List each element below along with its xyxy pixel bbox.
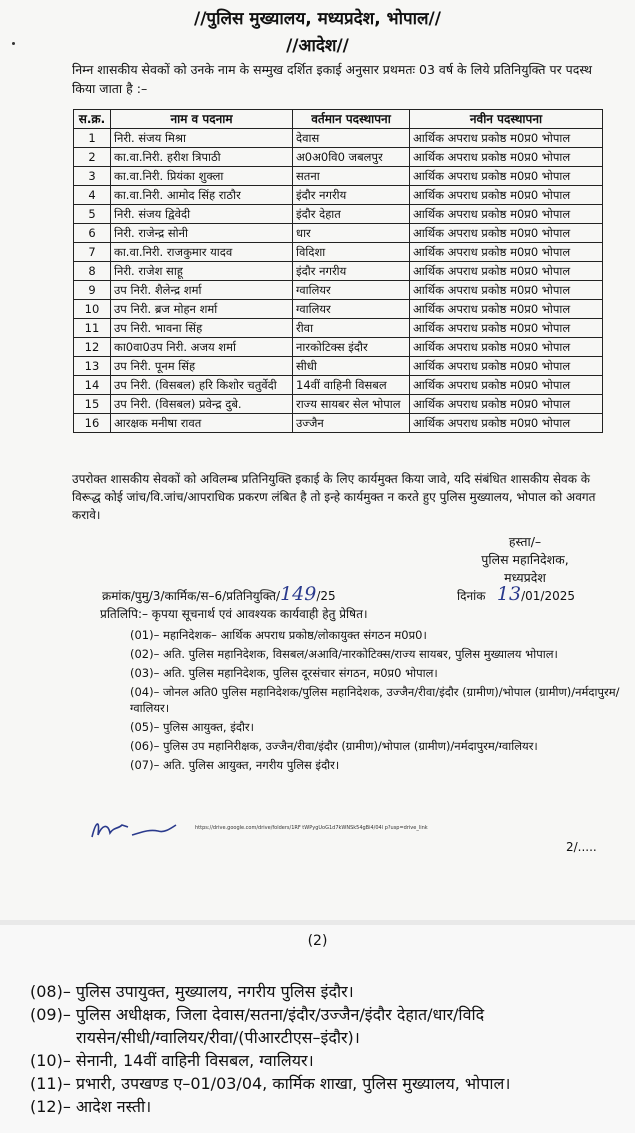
cell-name: उप निरी. (विसबल) प्रवेन्द्र दुबे. xyxy=(111,395,293,414)
release-instruction: उपरोक्त शासकीय सेवकों को अविलम्ब प्रतिनियुक्ति इकाई के लिए कार्यमुक्त किया जावे, यदि संबंधित शासकीय सेवक के विरूद्ध कोई जांच/वि.जांच/आपराधिक प्रकरण लंबित है तो इन्हे कार्यमुक्त न करते हुए पुलिस मुख्यालय, भोपाल को अवगत करावे। xyxy=(72,472,596,522)
cell-current-posting: विदिशा xyxy=(293,243,410,262)
cell-name: का.वा.निरी. हरीश त्रिपाठी xyxy=(111,148,293,167)
table-row xyxy=(74,205,603,224)
table-row xyxy=(74,395,603,414)
order-year: /25 xyxy=(316,589,336,603)
copy-list xyxy=(130,627,620,776)
cell-new-posting: आर्थिक अपराध प्रकोष्ठ म0प्र0 भोपाल xyxy=(410,319,603,338)
intro-paragraph: निम्न शासकीय सेवकों को उनके नाम के सम्मुख दर्शित इकाई अनुसार प्रथमतः 03 वर्ष के लिये प्रतिनियुक्ति पर पदस्थ किया जाता है :– xyxy=(72,62,593,96)
cell-current-posting: सीधी xyxy=(293,357,410,376)
order-date xyxy=(457,583,575,605)
cell-serial: 7 xyxy=(74,243,111,262)
cell-serial: 3 xyxy=(74,167,111,186)
cell-name: का.वा.निरी. आमोद सिंह राठौर xyxy=(111,186,293,205)
cell-current-posting: ग्वालियर xyxy=(293,300,410,319)
cell-serial: 1 xyxy=(74,129,111,148)
cell-serial: 4 xyxy=(74,186,111,205)
table-row xyxy=(74,224,603,243)
document-page-2 xyxy=(0,925,635,1133)
cell-current-posting: अ0अ0वि0 जबलपुर xyxy=(293,148,410,167)
initials-signature-icon xyxy=(88,815,188,845)
copy-item: (01)– महानिदेशक– आर्थिक अपराध प्रकोष्ठ/लोकायुक्त संगठन म0प्र0। xyxy=(130,628,427,642)
table-row xyxy=(74,357,603,376)
cell-new-posting: आर्थिक अपराध प्रकोष्ठ म0प्र0 भोपाल xyxy=(410,167,603,186)
cell-serial: 9 xyxy=(74,281,111,300)
table-row xyxy=(74,129,603,148)
copy-item: (03)– अति. पुलिस महानिदेशक, पुलिस दूरसंचार संगठन, म0प्र0 भोपाल। xyxy=(130,666,438,680)
cell-current-posting: इंदौर नगरीय xyxy=(293,262,410,281)
signature-block xyxy=(430,533,620,587)
date-handwritten-day: 13 xyxy=(496,583,522,605)
cell-name: का.वा.निरी. प्रियंका शुक्ला xyxy=(111,167,293,186)
page-2-copy-list xyxy=(30,980,635,1118)
cell-name: उप निरी. शैलेन्द्र शर्मा xyxy=(111,281,293,300)
table-row xyxy=(74,376,603,395)
table-row xyxy=(74,148,603,167)
cell-serial: 2 xyxy=(74,148,111,167)
date-label: दिनांक xyxy=(457,589,486,603)
cell-name: का0वा0उप निरी. अजय शर्मा xyxy=(111,338,293,357)
table-row xyxy=(74,243,603,262)
page-2-copy-item: (09)– पुलिस अधीक्षक, जिला देवास/सतना/इंदौर/उज्जैन/इंदौर देहात/धार/विदि xyxy=(30,1005,485,1024)
col-header-current: वर्तमान पदस्थापना xyxy=(293,110,410,129)
cell-serial: 11 xyxy=(74,319,111,338)
table-row xyxy=(74,167,603,186)
cell-current-posting: इंदौर नगरीय xyxy=(293,186,410,205)
signature-sd: हस्ता/– xyxy=(508,534,542,549)
table-header-row xyxy=(74,110,603,129)
footer-url: https://drive.google.com/drive/folders/1RF tWPygUoG1d7kWNSk54gBi4/04l p?usp=drive_link xyxy=(195,825,428,831)
cell-serial: 5 xyxy=(74,205,111,224)
cell-current-posting: धार xyxy=(293,224,410,243)
cell-new-posting: आर्थिक अपराध प्रकोष्ठ म0प्र0 भोपाल xyxy=(410,395,603,414)
order-title: //आदेश// xyxy=(286,36,349,56)
table-row xyxy=(74,338,603,357)
table-row xyxy=(74,319,603,338)
cell-new-posting: आर्थिक अपराध प्रकोष्ठ म0प्र0 भोपाल xyxy=(410,129,603,148)
cell-current-posting: 14वीं वाहिनी विसबल xyxy=(293,376,410,395)
col-header-name: नाम व पदनाम xyxy=(111,110,293,129)
cell-serial: 15 xyxy=(74,395,111,414)
cell-serial: 12 xyxy=(74,338,111,357)
date-rest: /01/2025 xyxy=(521,589,576,603)
cell-name: उप निरी. ब्रज मोहन शर्मा xyxy=(111,300,293,319)
cell-serial: 16 xyxy=(74,414,111,433)
table-row xyxy=(74,262,603,281)
col-header-serial: स.क्र. xyxy=(74,110,111,129)
page-2-copy-item: (11)– प्रभारी, उपखण्ड ए–01/03/04, कार्मिक शाखा, पुलिस मुख्यालय, भोपाल। xyxy=(30,1074,511,1093)
cell-name: उप निरी. पूनम सिंह xyxy=(111,357,293,376)
cell-name: का.वा.निरी. राजकुमार यादव xyxy=(111,243,293,262)
cell-current-posting: सतना xyxy=(293,167,410,186)
cell-serial: 10 xyxy=(74,300,111,319)
cell-new-posting: आर्थिक अपराध प्रकोष्ठ म0प्र0 भोपाल xyxy=(410,186,603,205)
copy-item: (06)– पुलिस उप महानिरीक्षक, उज्जैन/रीवा/इंदौर (ग्रामीण)/भोपाल (ग्रामीण)/नर्मदापुरम/ग्वालियर। xyxy=(130,739,538,753)
copy-item: (05)– पुलिस आयुक्त, इंदौर। xyxy=(130,720,254,734)
table-row xyxy=(74,414,603,433)
cell-name: उप निरी. (विसबल) हरि किशोर चतुर्वेदी xyxy=(111,376,293,395)
page-continuation-marker: 2/..... xyxy=(566,840,597,854)
copy-item: (04)– जोनल अति0 पुलिस महानिदेशक/पुलिस महानिदेशक, उज्जैन/रीवा/इंदौर (ग्रामीण)/भोपाल (ग्रामीण)/नर्मदापुरम/ग्वालियर। xyxy=(130,685,620,715)
copy-to-heading: प्रतिलिपि:– कृपया सूचनार्थ एवं आवश्यक कार्यवाही हेतु प्रेषित। xyxy=(100,607,368,621)
cell-serial: 14 xyxy=(74,376,111,395)
cell-name: उप निरी. भावना सिंह xyxy=(111,319,293,338)
cell-new-posting: आर्थिक अपराध प्रकोष्ठ म0प्र0 भोपाल xyxy=(410,281,603,300)
cell-new-posting: आर्थिक अपराध प्रकोष्ठ म0प्र0 भोपाल xyxy=(410,376,603,395)
cell-current-posting: देवास xyxy=(293,129,410,148)
table-body xyxy=(74,129,603,433)
cell-current-posting: उज्जैन xyxy=(293,414,410,433)
table-row xyxy=(74,281,603,300)
cell-new-posting: आर्थिक अपराध प्रकोष्ठ म0प्र0 भोपाल xyxy=(410,357,603,376)
signature-state: मध्यप्रदेश xyxy=(504,570,546,585)
order-prefix: क्रमांक/पुमु/3/कार्मिक/स–6/प्रतिनियुक्ति/ xyxy=(102,589,281,603)
cell-name: निरी. संजय द्विवेदी xyxy=(111,205,293,224)
office-header: //पुलिस मुख्यालय, मध्यप्रदेश, भोपाल// xyxy=(194,9,441,29)
posting-table xyxy=(73,109,603,433)
cell-new-posting: आर्थिक अपराध प्रकोष्ठ म0प्र0 भोपाल xyxy=(410,205,603,224)
cell-name: निरी. संजय मिश्रा xyxy=(111,129,293,148)
cell-serial: 8 xyxy=(74,262,111,281)
cell-current-posting: रीवा xyxy=(293,319,410,338)
cell-current-posting: राज्य सायबर सेल भोपाल xyxy=(293,395,410,414)
cell-serial: 13 xyxy=(74,357,111,376)
col-header-new: नवीन पदस्थापना xyxy=(410,110,603,129)
table-row xyxy=(74,300,603,319)
cell-new-posting: आर्थिक अपराध प्रकोष्ठ म0प्र0 भोपाल xyxy=(410,224,603,243)
cell-new-posting: आर्थिक अपराध प्रकोष्ठ म0प्र0 भोपाल xyxy=(410,414,603,433)
cell-new-posting: आर्थिक अपराध प्रकोष्ठ म0प्र0 भोपाल xyxy=(410,243,603,262)
copy-item: (02)– अति. पुलिस महानिदेशक, विसबल/अआवि/नारकोटिक्स/राज्य सायबर, पुलिस मुख्यालय भोपाल। xyxy=(130,647,558,661)
cell-new-posting: आर्थिक अपराध प्रकोष्ठ म0प्र0 भोपाल xyxy=(410,148,603,167)
page-2-copy-item: (08)– पुलिस उपायुक्त, मुख्यालय, नगरीय पुलिस इंदौर। xyxy=(30,982,354,1001)
page-2-copy-item: रायसेन/सीधी/ग्वालियर/रीवा/(पीआरटीएस–इंदौर)। xyxy=(76,1028,360,1047)
copy-item: (07)– अति. पुलिस आयुक्त, नगरीय पुलिस इंदौर। xyxy=(130,758,340,772)
page-2-copy-item: (10)– सेनानी, 14वीं वाहिनी विसबल, ग्वालियर। xyxy=(30,1051,314,1070)
cell-name: आरक्षक मनीषा रावत xyxy=(111,414,293,433)
cell-name: निरी. राजेश साहू xyxy=(111,262,293,281)
table-row xyxy=(74,186,603,205)
signature-title: पुलिस महानिदेशक, xyxy=(481,552,569,567)
page-2-number: (2) xyxy=(307,933,328,949)
cell-current-posting: नारकोटिक्स इंदौर xyxy=(293,338,410,357)
cell-new-posting: आर्थिक अपराध प्रकोष्ठ म0प्र0 भोपाल xyxy=(410,262,603,281)
cell-current-posting: ग्वालियर xyxy=(293,281,410,300)
cell-new-posting: आर्थिक अपराध प्रकोष्ठ म0प्र0 भोपाल xyxy=(410,300,603,319)
page-2-copy-item: (12)– आदेश नस्ती। xyxy=(30,1097,152,1116)
cell-serial: 6 xyxy=(74,224,111,243)
cell-name: निरी. राजेन्द्र सोनी xyxy=(111,224,293,243)
cell-new-posting: आर्थिक अपराध प्रकोष्ठ म0प्र0 भोपाल xyxy=(410,338,603,357)
cell-current-posting: इंदौर देहात xyxy=(293,205,410,224)
order-number xyxy=(102,583,336,605)
order-handwritten-number: 149 xyxy=(280,583,317,605)
